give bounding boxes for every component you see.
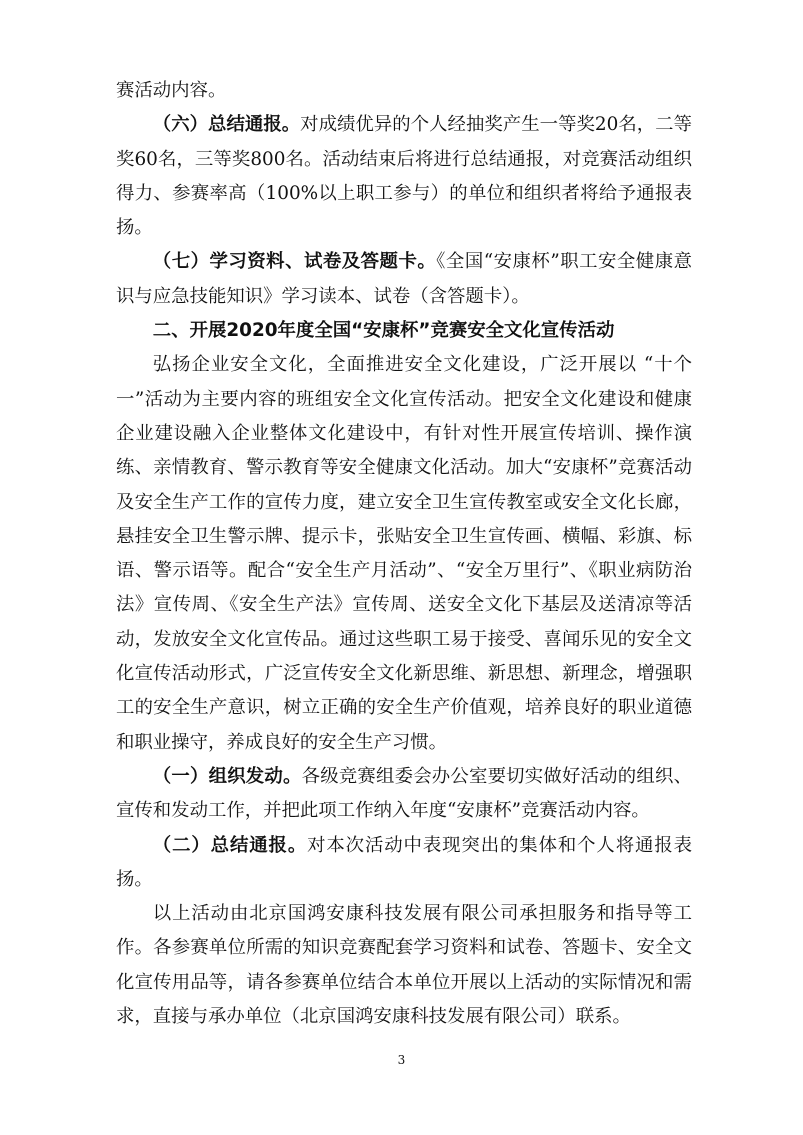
paragraph-lead: （二）总结通报。 xyxy=(152,834,308,856)
paragraph-text: 对成绩优异的个人经抽奖产生一等奖20名，二等奖60名，三等奖800名。活动结束后将进行总结通报，对竞赛活动组织得力、参赛率高（100%以上职工参与）的单位和组织者将给予通报表扬。 xyxy=(116,114,692,239)
paragraph-text: 弘扬企业安全文化，全面推进安全文化建设，广泛开展以 “十个一”活动为主要内容的班组安全文化宣传活动。把安全文化建设和健康企业建设融入企业整体文化建设中，有针对性开展宣传培训、操作演练、亲情教育、警示教育等安全健康文化活动。加大“安康杯”竞赛活动及安全生产工作的宣传力度，建立安全卫生宣传教室或安全文化长廊，悬挂安全卫生警示牌、提示卡，张贴安全卫生宣传画、横幅、彩旗、标语、警示语等。配合“安全生产月活动”、“安全万里行”、《职业病防治法》宣传周、《安全生产法》宣传周、送安全文化下基层及送清凉等活动，发放安全文化宣传品。通过这些职工易于接受、喜闻乐见的安全文化宣传活动形式，广泛宣传安全文化新思维、新思想、新理念，增强职工的安全生产意识，树立正确的安全生产价值观，培养良好的职业道德和职业操守，养成良好的安全生产习惯。 xyxy=(116,354,692,753)
paragraph-text: 《全国“安康杯”职工安全健康意识与应急技能知识》学习读本、试卷（含答题卡）。 xyxy=(116,251,692,307)
document-body xyxy=(116,74,692,1034)
paragraph-summary-report xyxy=(116,108,692,245)
paragraph-study-materials xyxy=(116,245,692,314)
paragraph-lead: （六）总结通报。 xyxy=(152,114,301,136)
section-heading: 二、开展2020年度全国“安康杯”竞赛安全文化宣传活动 xyxy=(152,320,615,342)
paragraph-organization xyxy=(116,760,692,829)
paragraph-text: 赛活动内容。 xyxy=(116,80,227,101)
paragraph-lead: （七）学习资料、试卷及答题卡。 xyxy=(152,251,437,273)
paragraph-text: 以上活动由北京国鸿安康科技发展有限公司承担服务和指导等工作。各参赛单位所需的知识竞赛配套学习资料和试卷、答题卡、安全文化宣传用品等，请各参赛单位结合本单位开展以上活动的实际情况和需求，直接与承办单位（北京国鸿安康科技发展有限公司）联系。 xyxy=(116,903,692,1028)
paragraph-continuation xyxy=(116,74,692,108)
paragraph-service-contact xyxy=(116,897,692,1034)
paragraph-text: 各级竞赛组委会办公室要切实做好活动的组织、宣传和发动工作，并把此项工作纳入年度“安康杯”竞赛活动内容。 xyxy=(116,765,692,822)
paragraph-lead: （一）组织发动。 xyxy=(152,765,302,787)
paragraph-summary-commendation xyxy=(116,829,692,898)
page-number: 3 xyxy=(397,1053,406,1067)
paragraph-text: 对本次活动中表现突出的集体和个人将通报表扬。 xyxy=(116,834,692,890)
paragraph-safety-culture xyxy=(116,348,692,760)
